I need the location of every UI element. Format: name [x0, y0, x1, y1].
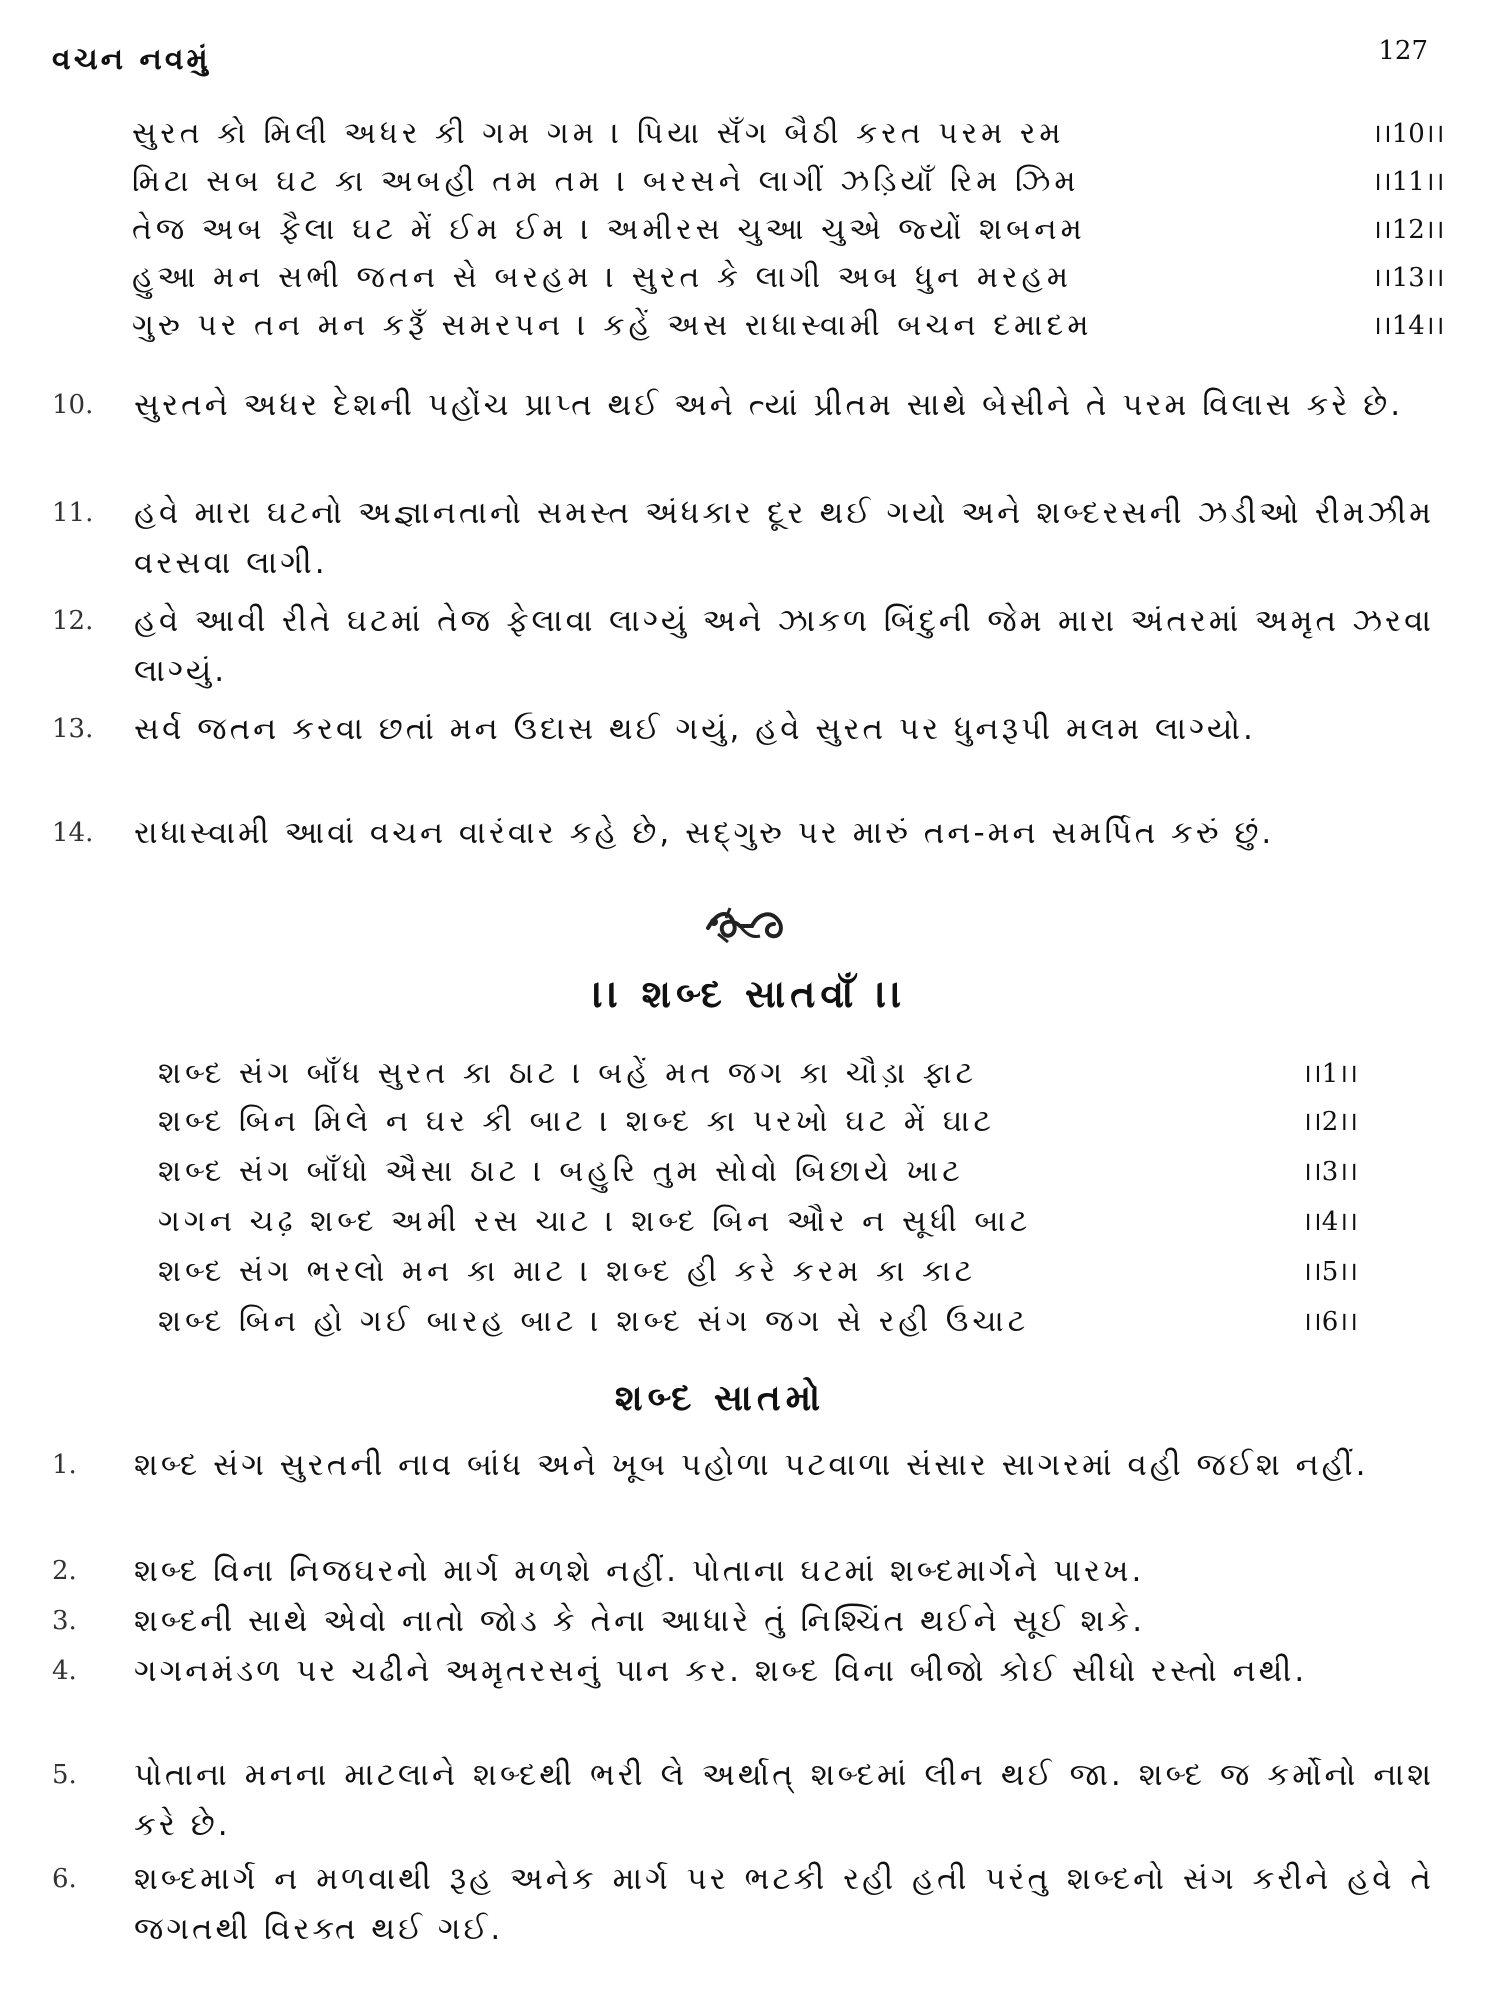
item-text: શબ્દ વિના નિજઘરનો માર્ગ મળશે નહીં. પોતાના ઘટમાં શબ્દમાર્ગને પારખ. — [134, 1553, 1145, 1589]
item-number: 12. — [52, 606, 94, 636]
item-number: 4. — [52, 1656, 77, 1686]
item-text: ગગનમંડળ પર ચઢીને અમૃતરસનું પાન કર. શબ્દ વિના બીજો કોઈ સીધો રસ્તો નથી. — [134, 1653, 1308, 1689]
item-number: 3. — [52, 1606, 77, 1636]
running-head: વચન નવમું — [52, 42, 211, 77]
verse-number: ।।4।। — [1302, 1207, 1358, 1237]
verse-line: શબ્દ સંગ બાઁધ સુરત કા ઠાટ । બહેં મત જગ કા ચૌડ઼ા ફાટ — [158, 1056, 978, 1091]
item-number: 14. — [52, 818, 94, 848]
verse-line: હુઆ મન સભી જતન સે બરહમ । સુરત કે લાગી અબ ધુન મરહમ — [132, 260, 1073, 295]
item-number: 10. — [52, 390, 94, 420]
item-text: સુરતને અધર દેશની પહોંચ પ્રાપ્ત થઈ અને ત્યાં પ્રીતમ સાથે બેસીને તે પરમ વિલાસ કરે છે. — [134, 387, 1404, 423]
item-number: 6. — [52, 1864, 77, 1894]
item-text: શબ્દમાર્ગ ન મળવાથી રૂહ અનેક માર્ગ પર ભટકી રહી હતી પરંતુ શબ્દનો સંગ કરીને હવે તે જગતથી વિરક્ત થઈ ગઈ. — [134, 1861, 1434, 1947]
subsection-title: શબ્દ સાતમો — [614, 1378, 826, 1419]
verse-line: ગગન ચઢ઼ શબ્દ અમી રસ ચાટ । શબ્દ બિન ઔર ન સૂધી બાટ — [158, 1204, 1032, 1239]
item-number: 13. — [52, 714, 94, 744]
verse-number: ।।6।। — [1302, 1307, 1358, 1337]
item-text: હવે આવી રીતે ઘટમાં તેજ ફેલાવા લાગ્યું અને ઝાકળ બિંદુની જેમ મારા અંતરમાં અમૃત ઝરવા લાગ્યું. — [134, 603, 1434, 689]
item-text: શબ્દની સાથે એવો નાતો જોડ કે તેના આધારે તું નિશ્ચિંત થઈને સૂઈ શકે. — [134, 1603, 1146, 1639]
item-text: શબ્દ સંગ સુરતની નાવ બાંધ અને ખૂબ પહોળા પટવાળા સંસાર સાગરમાં વહી જઈશ નહીં. — [134, 1447, 1369, 1483]
item-number: 11. — [52, 498, 94, 528]
verse-number: ।।1।। — [1302, 1059, 1358, 1089]
verse-line: તેજ અબ ફૈલા ઘટ મેં ઈમ ઈમ । અમીરસ ચુઆ ચુએ જ્યોં શબનમ — [132, 212, 1086, 247]
verse-number: ।।2।। — [1302, 1107, 1358, 1137]
verse-line: શબ્દ બિન મિલે ન ઘર કી બાટ । શબ્દ કા પરખો ઘટ મેં ઘાટ — [158, 1104, 996, 1139]
item-number: 5. — [52, 1760, 77, 1790]
item-text: પોતાના મનના માટલાને શબ્દથી ભરી લે અર્થાત્ શબ્દમાં લીન થઈ જા. શબ્દ જ કર્મોનો નાશ કરે છે. — [134, 1757, 1434, 1843]
verse-line: સુરત કો મિલી અધર કી ગમ ગમ । પિયા સઁગ બૈઠી કરત પરમ રમ — [132, 116, 1065, 151]
item-text: સર્વ જતન કરવા છતાં મન ઉદાસ થઈ ગયું, હવે સુરત પર ધુનરૂપી મલમ લાગ્યો. — [134, 711, 1256, 747]
item-text: હવે મારા ઘટનો અજ્ઞાનતાનો સમસ્ત અંધકાર દૂર થઈ ગયો અને શબ્દરસની ઝડીઓ રીમઝીમ વરસવા લાગી. — [134, 495, 1434, 581]
verse-number: ।।3।। — [1302, 1157, 1358, 1187]
verse-line: શબ્દ સંગ બાઁધો ઐસા ઠાટ । બહુરિ તુમ સોવો બિછાયે ખાટ — [158, 1154, 964, 1189]
verse-line: મિટા સબ ઘટ કા અબહી તમ તમ । બરસને લાગીં ઝડ઼િયાઁ રિમ ઝિમ — [132, 164, 1080, 199]
verse-number: ।।5।। — [1302, 1257, 1358, 1287]
item-text: રાધાસ્વામી આવાં વચન વારંવાર કહે છે, સદ્ગુરુ પર મારું તન-મન સમર્પિત કરું છું. — [134, 815, 1275, 851]
verse-line: શબ્દ સંગ ભરલો મન કા માટ । શબ્દ હી કરે કરમ કા કાટ — [158, 1254, 977, 1289]
verse-number: ।।14।। — [1372, 311, 1445, 341]
verse-line: ગુરુ પર તન મન કરૂઁ સમરપન । કહેં અસ રાધાસ્વામી બચન દમાદમ — [132, 308, 1093, 343]
item-number: 1. — [52, 1450, 77, 1480]
floral-ornament-icon — [700, 900, 810, 950]
item-number: 2. — [52, 1556, 77, 1586]
verse-number: ।।13।। — [1372, 263, 1445, 293]
verse-number: ।।10।। — [1372, 119, 1445, 149]
verse-number: ।।12।। — [1372, 215, 1445, 245]
page-number: 127 — [1378, 36, 1428, 66]
section-title: ।। શબ્દ સાતવાઁ ।। — [593, 972, 907, 1016]
verse-line: શબ્દ બિન હો ગઈ બારહ બાટ । શબ્દ સંગ જગ સે રહી ઉચાટ — [158, 1304, 1030, 1339]
verse-number: ।।11।। — [1372, 167, 1445, 197]
